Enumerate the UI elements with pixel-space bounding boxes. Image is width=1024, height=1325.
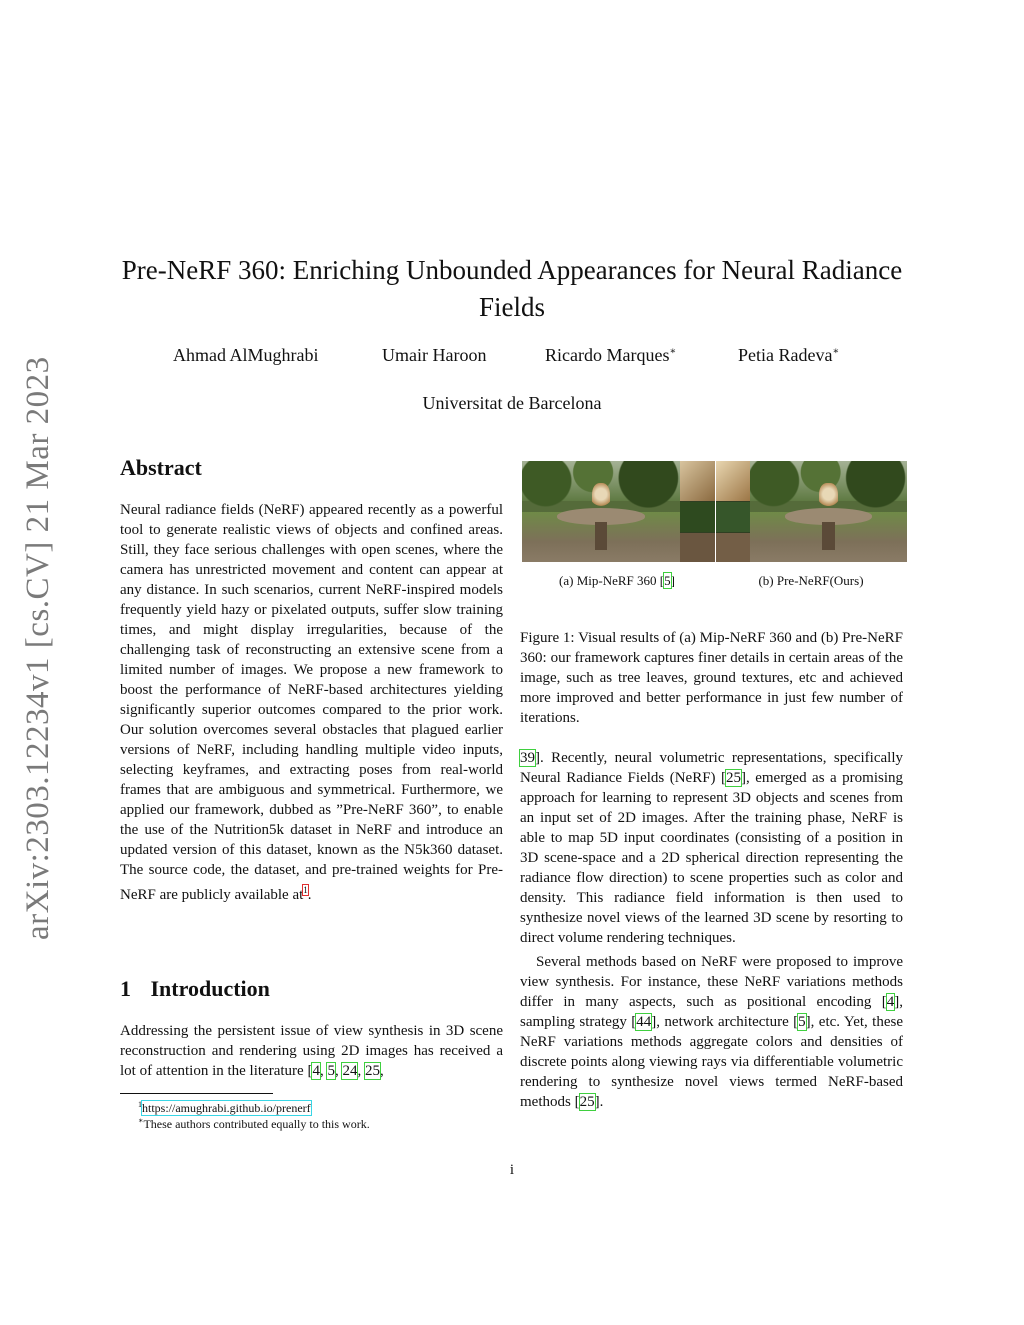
footnote-2: [138, 1114, 370, 1131]
abstract-text: Neural radiance fields (NeRF) appeared recently as a powerful tool to generate realistic views of objects and confined areas. Still, they face serious challenges with open scenes, where the camera has unrestricted movement and content can appear at any distance. In such scenarios, current NeRF-inspired models frequently yield hazy or pixelated outputs, suffer slow training times, and might display irregularities, because of the challenging task of reconstructing an extensive scene from a limited number of images. We propose a new framework to boost the performance of NeRF-based architectures yielding significantly superior outcomes compared to the prior work. Our solution overcomes several obstacles that plagued earlier versions of NeRF, including handling multiple video inputs, selecting keyframes, and extracting poses from real-world frames that are ambiguous and symmetrical. Furthermore, we applied our framework, dubbed as ”Pre-NeRF 360”, to enable the use of the Nutrition5k dataset in NeRF and introduce an updated version of this dataset, known as the N5k360 dataset. The source code, the dataset, and pre-trained weights for Pre-NeRF are publicly available at: [120, 502, 503, 903]
figure-zoom-prenerf: [716, 461, 750, 562]
subcaption-a-close: ]: [670, 573, 675, 588]
citation-link[interactable]: 25: [579, 1094, 595, 1110]
subcaption-b: (b) Pre-NeRF(Ours): [758, 573, 864, 588]
section-number: 1: [120, 976, 131, 1001]
subcaption-a-text: (a) Mip-NeRF 360 [: [559, 573, 665, 588]
citation-link[interactable]: 44: [636, 1014, 652, 1030]
author-4: [738, 345, 839, 366]
citation-link[interactable]: 5: [664, 573, 671, 588]
figure-zoom-mipnerf: [680, 461, 715, 562]
paragraph-text: ], sampling strategy [: [520, 994, 903, 1030]
citation-link[interactable]: 25: [364, 1063, 380, 1079]
footnote-text: These authors contributed equally to this work.: [143, 1117, 370, 1131]
author-name: Petia Radeva: [738, 345, 833, 365]
footnote-1: [138, 1098, 311, 1115]
author-mark: ∗: [669, 346, 677, 357]
paragraph-text: ], emerged as a promising approach for learning to represent 3D objects and scenes from an input set of 2D images. After the training phase, NeRF is able to map 5D input coordinates (consisting of a position in 3D scene-space and a 2D spherical direction representing the radiance flow direction) to scene properties such as color and density. This radiance field information is then used to synthesize novel views of the learned 3D scene by resorting to direct volume rendering techniques.: [520, 770, 903, 946]
citation-link[interactable]: 5: [327, 1063, 335, 1079]
author-mark: ∗: [832, 346, 840, 357]
page-number: i: [509, 1162, 515, 1178]
citation-link[interactable]: 39: [520, 750, 535, 766]
paragraph-text: ].: [594, 1094, 604, 1110]
affiliation: Universitat de Barcelona: [422, 393, 602, 413]
footnote-mark: ∗: [138, 1116, 144, 1125]
paragraph-text: Several methods based on NeRF were proposed to improve view synthesis. For instance, these NeRF variations methods differ in many aspects, such as positional encoding [: [520, 954, 903, 1010]
intro-heading: [120, 976, 270, 1002]
paragraph-text: ], etc. Yet, these NeRF variations methods aggregate colors and densities of discrete points along viewing rays via differentiable volumetric rendering to synthesize novel views termed NeRF-based methods [: [520, 1014, 903, 1110]
footnote-link[interactable]: 1: [303, 885, 308, 895]
figure-image-mipnerf: [522, 461, 680, 562]
arxiv-identifier: arXiv:2303.12234v1 [cs.CV] 21 Mar 2023: [20, 356, 56, 940]
author-3: [545, 345, 676, 366]
intro-text: Addressing the persistent issue of view synthesis in 3D scene reconstruction and rendering using 2D images has received a lot of attention in the literature [: [120, 1023, 503, 1079]
author-name: Ahmad AlMughrabi: [173, 345, 319, 365]
author-name: Ricardo Marques: [545, 345, 670, 365]
citation-link[interactable]: 24: [342, 1063, 358, 1079]
author-1: [173, 345, 319, 366]
intro-body: Addressing the persistent issue of view synthesis in 3D scene reconstruction and rendering using 2D images has received a lot of attention in the literature [4, 5, 24, 25,: [120, 1023, 503, 1079]
figure-caption: Figure 1: Visual results of (a) Mip-NeRF 360 and (b) Pre-NeRF 360: our framework captures finer details in certain areas of the image, such as tree leaves, ground textures, etc and achieved more improved and better performance in just few number of iterations.: [520, 630, 903, 726]
citation-link[interactable]: 4: [312, 1063, 320, 1079]
citation-link[interactable]: 5: [798, 1014, 806, 1030]
paragraph-text: ]. Recently, neural volumetric representations, specifically Neural Radiance Fields (NeRF) [: [520, 750, 903, 786]
section-title: Introduction: [150, 976, 270, 1001]
project-url-link[interactable]: https://amughrabi.github.io/prenerf: [142, 1101, 311, 1115]
author-2: [382, 345, 486, 366]
figure-image-prenerf: [750, 461, 907, 562]
citation-link[interactable]: 4: [886, 994, 895, 1010]
paper-title: Pre-NeRF 360: Enriching Unbounded Appearances for Neural Radiance Fields: [121, 255, 903, 322]
subcaption-a: [522, 573, 712, 589]
footnote-rule: [120, 1093, 273, 1094]
abstract-heading: Abstract: [120, 455, 202, 480]
abstract-body: [120, 500, 503, 905]
right-column-body: [520, 748, 903, 1112]
abstract-end: .: [307, 887, 312, 903]
paragraph-text: ], network architecture [: [651, 1014, 799, 1030]
citation-link[interactable]: 25: [726, 770, 741, 786]
footnote-mark: 1: [138, 1100, 142, 1109]
author-name: Umair Haroon: [382, 345, 487, 365]
